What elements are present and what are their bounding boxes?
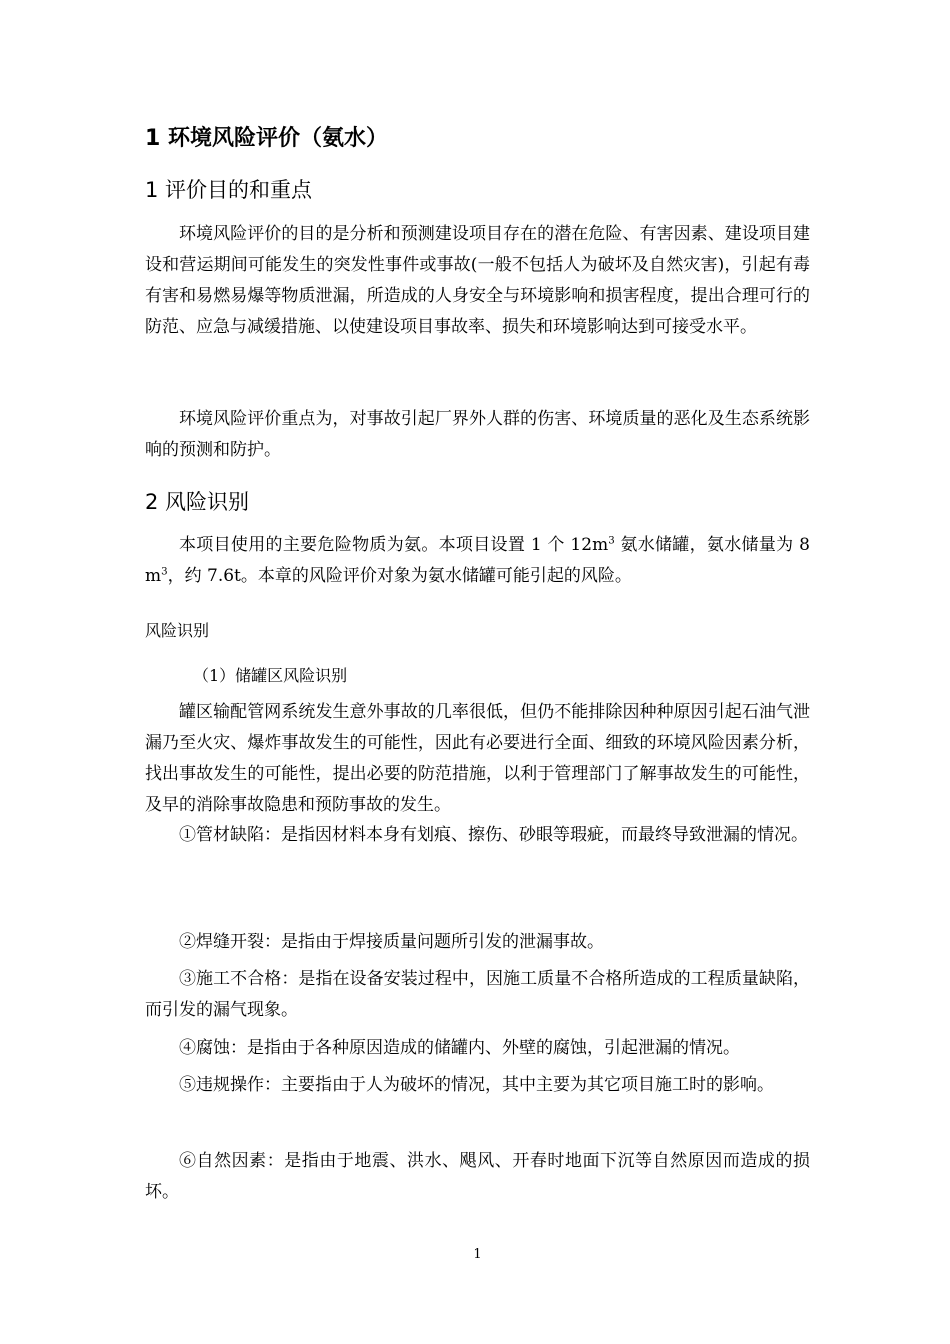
paragraph-improper-operation: ⑤违规操作：主要指由于人为破坏的情况，其中主要为其它项目施工时的影响。 bbox=[179, 1075, 774, 1095]
section-heading-evaluation-purpose: 1 评价目的和重点 bbox=[145, 178, 313, 202]
document-page bbox=[145, 0, 810, 1344]
paragraph-weld-crack: ②焊缝开裂：是指由于焊接质量问题所引发的泄漏事故。 bbox=[179, 932, 604, 952]
paragraph-evaluation-purpose: 环境风险评价的目的是分析和预测建设项目存在的潜在危险、有害因素、建设项目建设和营运期间可能发生的突发性事件或事故(一般不包括人为破坏及自然灾害)，引起有毒有害和易燃易爆等物质泄漏，所造成的人身安全与环境影响和损害程度，提出合理可行的防范、应急与减缓措施、以使建设项目事故率、损失和环境影响达到可接受水平。 bbox=[145, 224, 810, 337]
page-number: 1 bbox=[473, 1247, 482, 1262]
paragraph-natural-factors: ⑥自然因素：是指由于地震、洪水、飓风、开春时地面下沉等自然原因而造成的损坏。 bbox=[145, 1151, 810, 1202]
superscript-cubic-1: 3 bbox=[608, 535, 615, 547]
paragraph-hazard-materials bbox=[145, 530, 810, 592]
item-title-tank-area: （1）储罐区风险识别 bbox=[193, 666, 348, 685]
document-title: 1 环境风险评价（氨水） bbox=[145, 126, 388, 151]
intro-text-2: 氨水储罐，氨水储量为 8 m bbox=[145, 535, 810, 586]
paragraph-pipe-defect: ①管材缺陷：是指因材料本身有划痕、擦伤、砂眼等瑕疵，而最终导致泄漏的情况。 bbox=[179, 825, 808, 845]
paragraph-evaluation-focus: 环境风险评价重点为，对事故引起厂界外人群的伤害、环境质量的恶化及生态系统影响的预测和防护。 bbox=[145, 409, 810, 460]
subheading-risk-identification: 风险识别 bbox=[145, 621, 210, 640]
intro-text-1: 本项目使用的主要危险物质为氨。本项目设置 1 个 12m bbox=[179, 535, 609, 555]
superscript-cubic-2: 3 bbox=[161, 566, 168, 578]
paragraph-tank-area-analysis: 罐区输配管网系统发生意外事故的几率很低，但仍不能排除因种种原因引起石油气泄漏乃至火灾、爆炸事故发生的可能性，因此有必要进行全面、细致的环境风险因素分析，找出事故发生的可能性，提出必要的防范措施，以利于管理部门了解事故发生的可能性，及早的消除事故隐患和预防事故的发生。 bbox=[145, 702, 810, 815]
paragraph-corrosion: ④腐蚀：是指由于各种原因造成的储罐内、外壁的腐蚀，引起泄漏的情况。 bbox=[179, 1038, 740, 1058]
intro-text-3: ，约 7.6t。本章的风险评价对象为氨水储罐可能引起的风险。 bbox=[167, 566, 632, 586]
section-heading-risk-identification: 2 风险识别 bbox=[145, 490, 250, 514]
paragraph-construction-defect: ③施工不合格：是指在设备安装过程中，因施工质量不合格所造成的工程质量缺陷，而引发的漏气现象。 bbox=[145, 969, 810, 1020]
